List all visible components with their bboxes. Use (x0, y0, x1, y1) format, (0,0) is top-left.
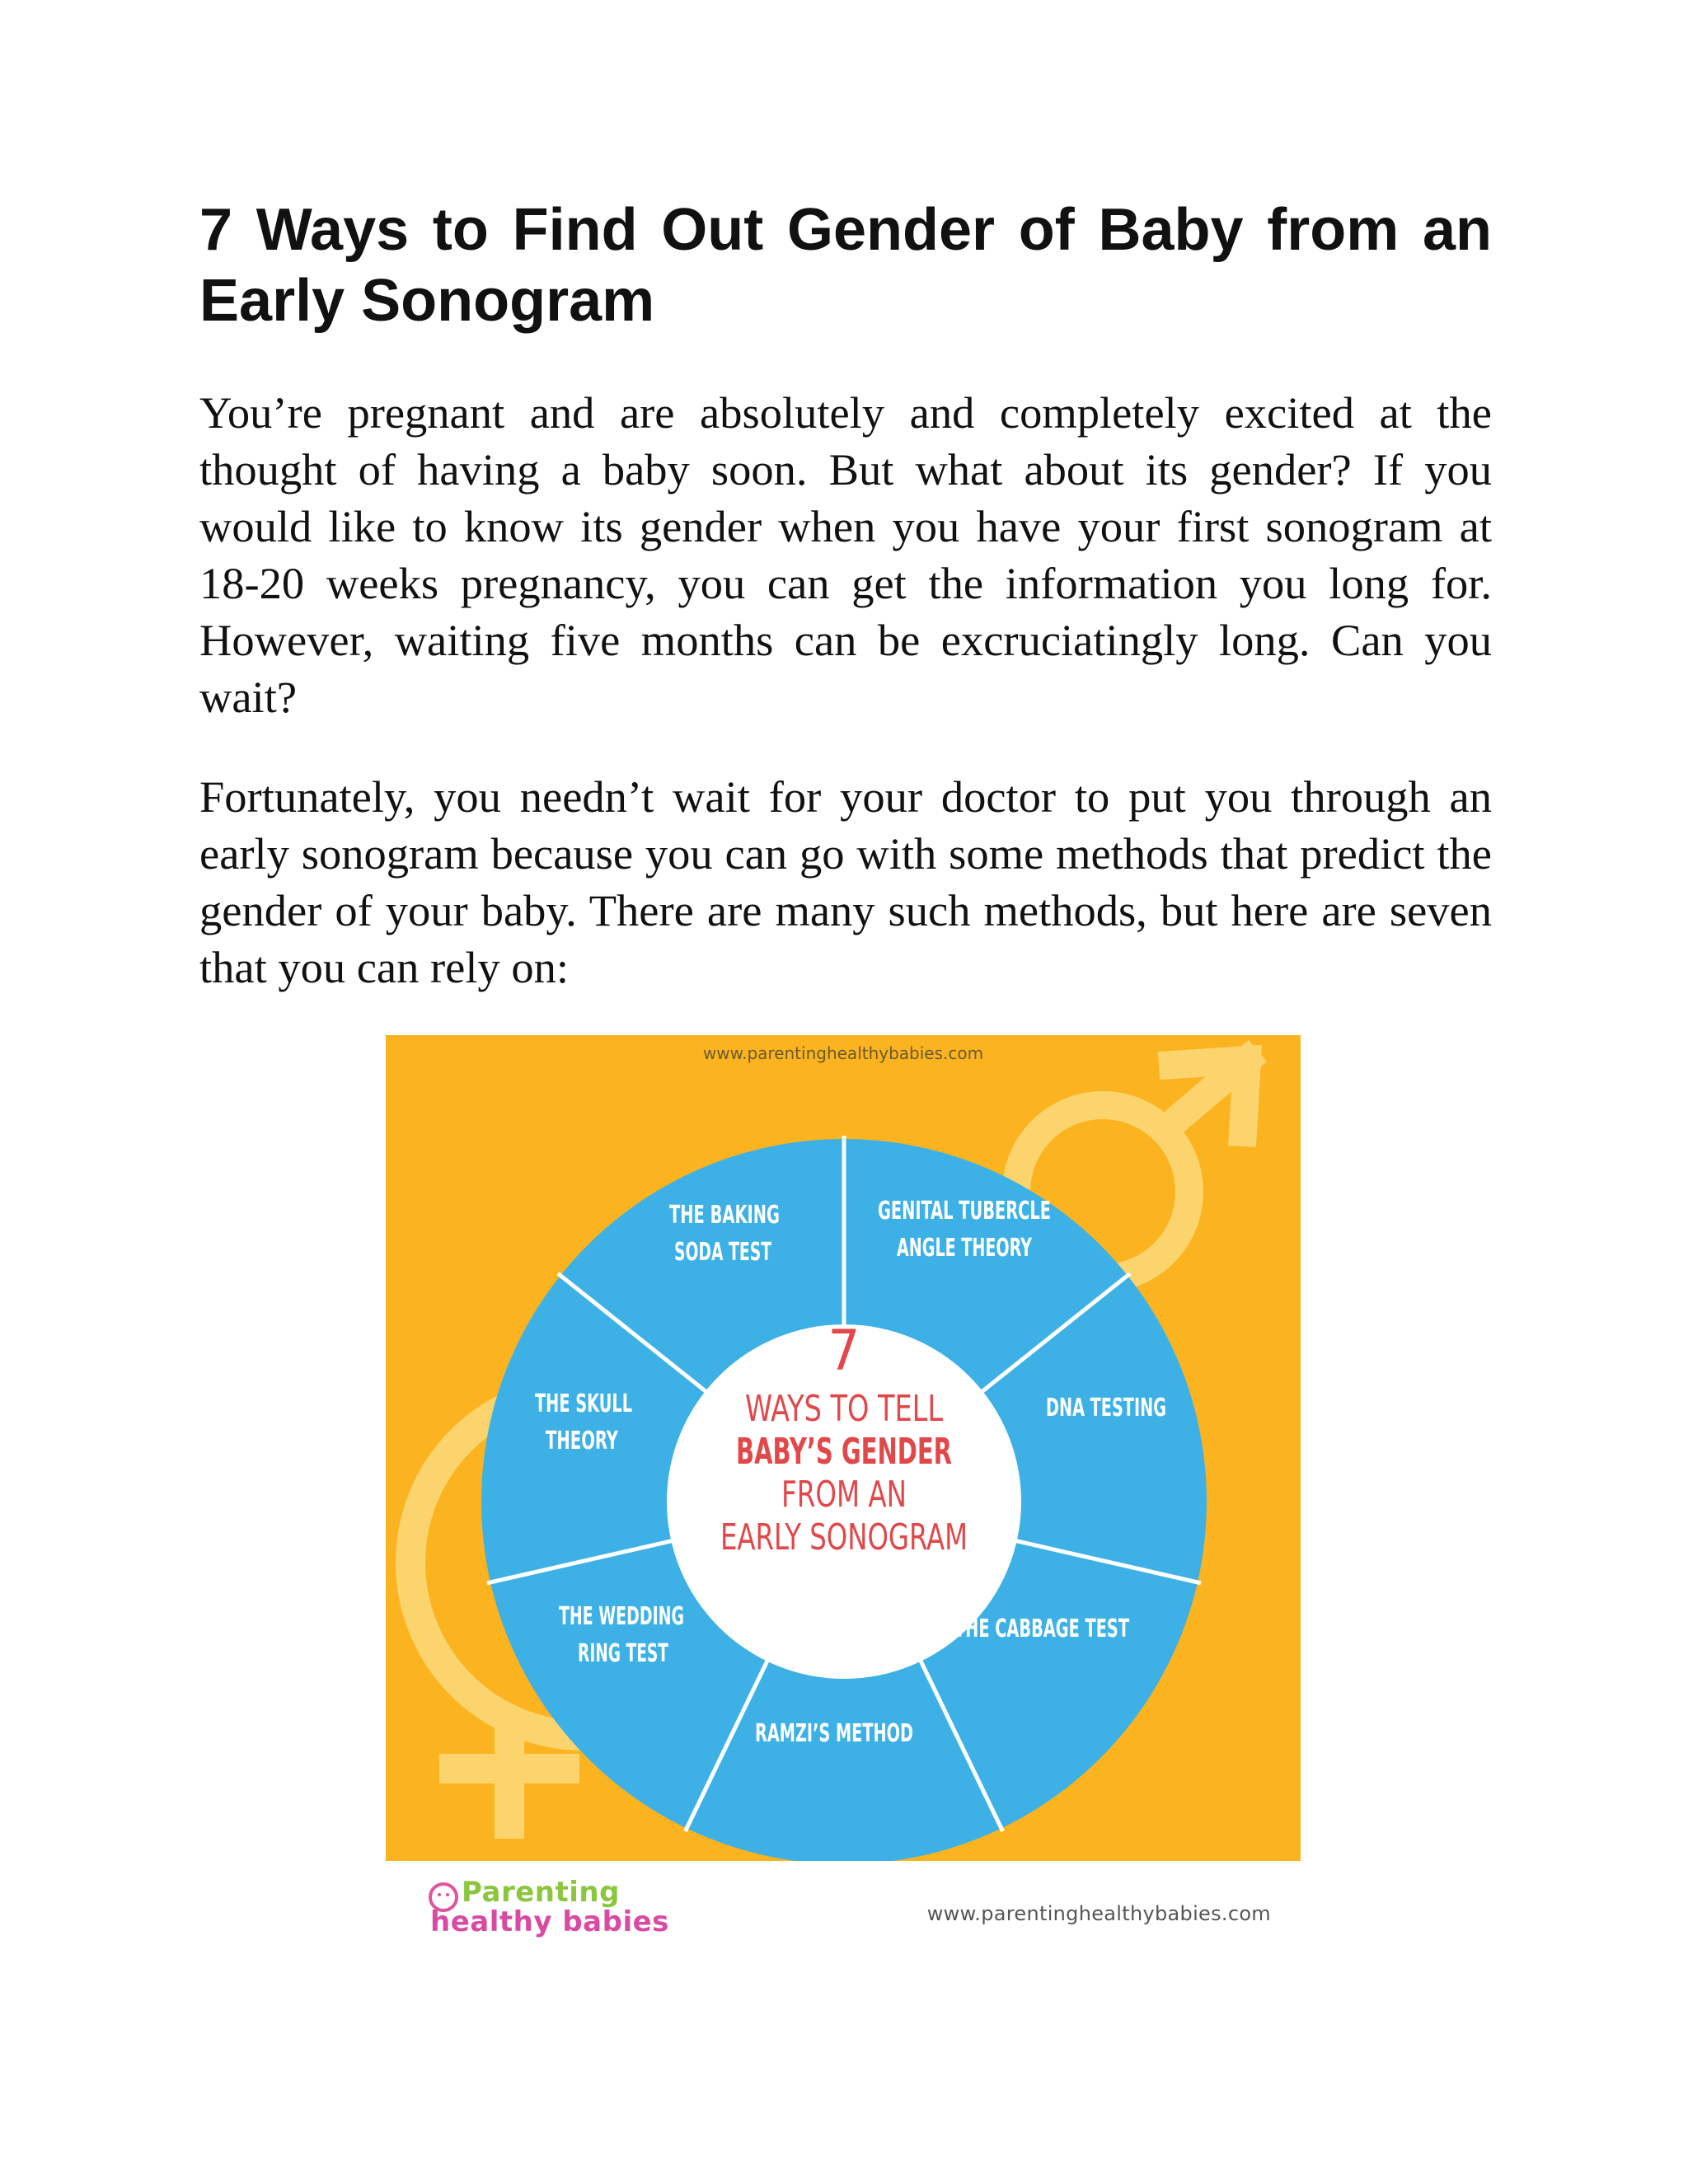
segment-label-wedding-ring-2: RING TEST (578, 1639, 669, 1668)
segment-label-skull-theory-2: THEORY (546, 1427, 619, 1455)
parenting-healthy-babies-logo (429, 1877, 676, 1943)
center-line-4: EARLY SONOGRAM (720, 1516, 968, 1558)
segment-label-baking-soda-2: SODA TEST (674, 1238, 772, 1267)
infographic (386, 1035, 1301, 1861)
segment-label-baking-soda-1: THE BAKING (669, 1201, 780, 1230)
segment-label-cabbage-test: THE CABBAGE TEST (954, 1615, 1130, 1643)
center-line-1: WAYS TO TELL (745, 1388, 943, 1430)
logo-text-healthy-babies: healthy babies (430, 1905, 669, 1938)
footer-url: www.parentinghealthybabies.com (926, 1902, 1271, 1925)
segment-label-dna-testing: DNA TESTING (1046, 1394, 1166, 1422)
methods-paragraph: Fortunately, you needn’t wait for your doctor to put you through an early sonogram because you can go with some methods that predict the gender of your baby. There are many such methods, but here are seven that you can rely on: (199, 771, 1492, 992)
segment-label-skull-theory-1: THE SKULL (535, 1390, 632, 1418)
top-url: www.parentinghealthybabies.com (702, 1043, 984, 1063)
segment-label-wedding-ring-1: THE WEDDING (559, 1602, 684, 1631)
segment-label-ramzi-method: RAMZI’S METHOD (755, 1719, 913, 1748)
segment-label-genital-tubercle-2: ANGLE THEORY (897, 1234, 1033, 1263)
center-number: 7 (828, 1319, 860, 1384)
article-title: 7 Ways to Find Out Gender of Baby from an Early Sonogram (199, 197, 1492, 334)
center-line-2: BABY’S GENDER (736, 1431, 952, 1473)
infographic-footer (386, 1861, 1301, 1953)
intro-paragraph: You’re pregnant and are absolutely and completely excited at the thought of having a baby soon. But what about its gender? If you would like to know its gender when you have your first sonogram at 18-20 weeks pregnancy, you can get the information you long for. However, waiting five months can be excruciatingly long. Can you wait? (199, 387, 1492, 722)
center-line-3: FROM AN (781, 1474, 907, 1516)
logo-text-parenting: Parenting (462, 1876, 620, 1909)
segment-label-genital-tubercle-1: GENITAL TUBERCLE (878, 1197, 1051, 1226)
